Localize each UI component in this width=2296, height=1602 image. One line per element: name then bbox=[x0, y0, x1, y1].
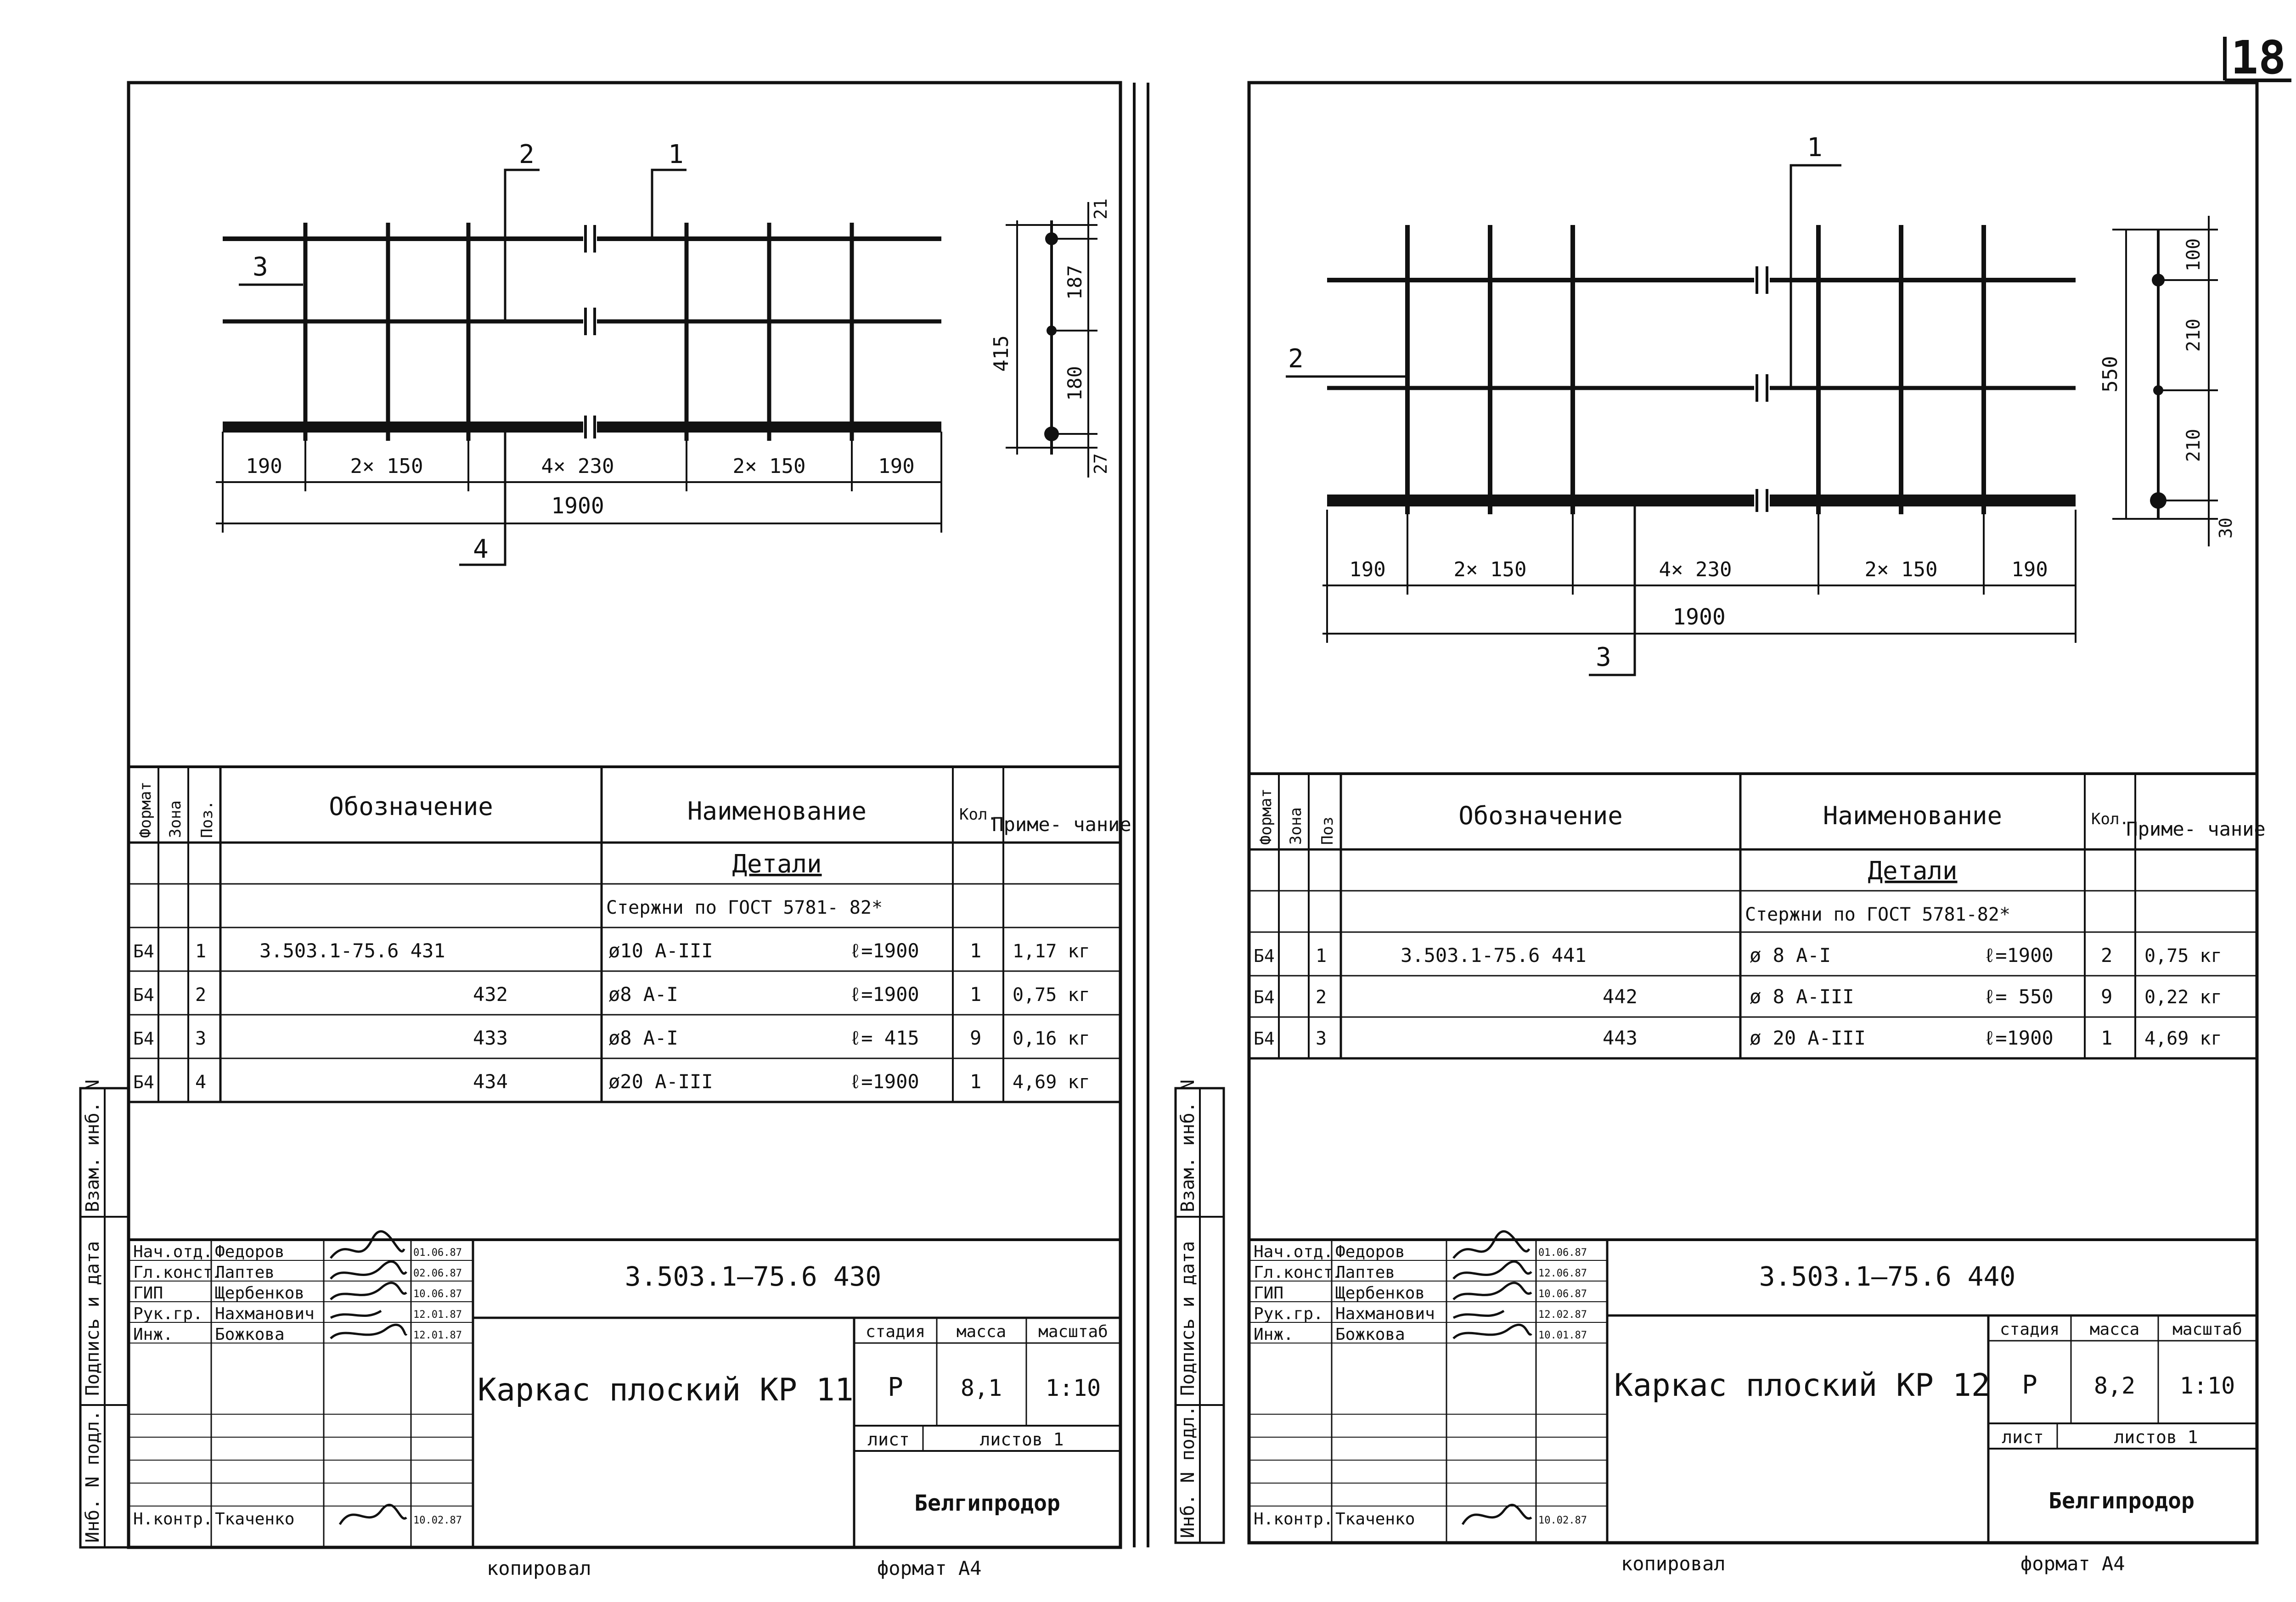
drawing-label: 100 bbox=[2183, 238, 2204, 272]
drawing-label: Инж. bbox=[1254, 1325, 1294, 1344]
drawing-label: формат А4 bbox=[2020, 1552, 2125, 1575]
drawing-label: 1:10 bbox=[2179, 1372, 2235, 1399]
drawing-label: 433 bbox=[473, 1027, 508, 1049]
drawing-label: масса bbox=[2089, 1320, 2140, 1339]
drawing-label: Федоров bbox=[1335, 1242, 1405, 1261]
drawing-label: Рук.гр. bbox=[133, 1304, 203, 1323]
drawing-label: Нахманович bbox=[215, 1304, 315, 1323]
format-label: формат А4 bbox=[877, 1557, 982, 1580]
drawing-label: Формат bbox=[1257, 788, 1275, 845]
drawing-label: Б4 bbox=[1254, 987, 1275, 1007]
drawing-label: Подпись и дата bbox=[1177, 1241, 1199, 1396]
drawing-label: стадия bbox=[865, 1322, 926, 1341]
drawing-label: 432 bbox=[473, 983, 508, 1006]
drawing-label: 3.503.1-75.6 441 bbox=[1401, 944, 1587, 967]
drawing-label: 442 bbox=[1603, 985, 1638, 1008]
col-qty: Кол. bbox=[959, 805, 997, 824]
drawing-label: Б4 bbox=[1254, 946, 1275, 966]
drawing-label: 12.01.87 bbox=[413, 1330, 462, 1341]
scale-value: 1:10 bbox=[1045, 1375, 1101, 1401]
drawing-label: 4,69 кг bbox=[1013, 1072, 1090, 1093]
drawing-label: Ткаченко bbox=[215, 1510, 295, 1529]
drawing-label: ℓ=1900 bbox=[850, 939, 919, 962]
dim-190-right: 190 bbox=[878, 455, 915, 478]
drawing-label: Щербенков bbox=[215, 1284, 305, 1303]
drawing-label: Божкова bbox=[215, 1325, 285, 1344]
drawing-label: ø 8 A-III bbox=[1750, 985, 1854, 1008]
drawing-label: Гл.конст. bbox=[1254, 1263, 1344, 1282]
drawing-label: Б4 bbox=[133, 941, 154, 961]
drawing-label: Божкова bbox=[1335, 1325, 1405, 1344]
col-zone: Зона bbox=[166, 800, 185, 838]
drawing-label: 2× 150 bbox=[1453, 558, 1527, 581]
stage-value: Р bbox=[888, 1372, 903, 1402]
drawing-label: Р bbox=[2022, 1370, 2037, 1400]
drawing-label: масштаб bbox=[1038, 1322, 1108, 1341]
drawing-label: Щербенков bbox=[1335, 1284, 1425, 1303]
drawing-label: 9 bbox=[970, 1027, 982, 1049]
org-name: Белгипродор bbox=[914, 1490, 1060, 1516]
drawing-label: 2 bbox=[1288, 344, 1304, 374]
drawing-label: 01.06.87 bbox=[413, 1247, 462, 1259]
drawing-label: 30 bbox=[2216, 517, 2236, 539]
drawing-label: 2 bbox=[195, 984, 207, 1006]
drawing-label: ø20 A-III bbox=[608, 1070, 713, 1093]
dim-4x230: 4× 230 bbox=[541, 455, 614, 478]
callout-pos2: 2 bbox=[519, 140, 535, 169]
drawing-label: Нач.отд. bbox=[1254, 1242, 1334, 1261]
drawing-label: 1 bbox=[970, 983, 982, 1006]
drawing-label: 10.06.87 bbox=[413, 1288, 462, 1300]
drawing-label: 3.503.1—75.6 440 bbox=[1759, 1261, 2016, 1292]
drawing-label: ø10 A-III bbox=[608, 939, 713, 962]
drawing-label: 0,16 кг bbox=[1013, 1028, 1090, 1049]
drawing-label: 02.06.87 bbox=[413, 1268, 462, 1279]
drawing-label: Лаптев bbox=[215, 1263, 275, 1282]
drawing-label: 434 bbox=[473, 1070, 508, 1093]
dim-2x150-right: 2× 150 bbox=[732, 455, 806, 478]
drawing-label: 1900 bbox=[1672, 604, 1726, 630]
drawing-label: Инб. N подл. bbox=[1177, 1405, 1199, 1538]
drawing-label: Б4 bbox=[133, 1029, 154, 1049]
drawing-label: 4,69 кг bbox=[2144, 1028, 2222, 1049]
drawing-label: 550 bbox=[2099, 356, 2122, 393]
callout-pos3: 3 bbox=[253, 252, 268, 282]
drawing-label: листов 1 bbox=[2114, 1427, 2198, 1447]
callout-pos1: 1 bbox=[668, 140, 684, 169]
drawing-label: Нач.отд. bbox=[133, 1242, 213, 1261]
section-dim-2: 187 bbox=[1064, 265, 1086, 300]
drawing-label: Взам. инб. N bbox=[1177, 1079, 1199, 1212]
mass-value: 8,1 bbox=[960, 1375, 1002, 1401]
drawing-label: Б4 bbox=[133, 985, 154, 1005]
drawing-label: 3 bbox=[1316, 1028, 1327, 1049]
callout-pos4: 4 bbox=[473, 534, 489, 564]
drawing-label: Зона bbox=[1287, 807, 1305, 845]
drawing-label: 1 bbox=[2101, 1027, 2113, 1049]
section-dim-1: 21 bbox=[1091, 198, 1111, 219]
drawing-label: Наименование bbox=[1823, 801, 2003, 830]
drawing-label: ℓ= 415 bbox=[850, 1027, 919, 1049]
drawing-label: 10.02.87 bbox=[413, 1515, 462, 1526]
drawing-label: Н.контр. bbox=[133, 1510, 213, 1529]
drawing-label: ø8 A-I bbox=[608, 1027, 678, 1049]
drawing-label: 2× 150 bbox=[1864, 558, 1938, 581]
drawing-label: Детали bbox=[1868, 856, 1958, 885]
drawing-label: 01.06.87 bbox=[1538, 1247, 1587, 1259]
stamp-inv-podl: Инб. N подл. bbox=[82, 1410, 103, 1543]
col-note: Приме- чание bbox=[992, 813, 1131, 836]
page-number: 18 bbox=[2230, 31, 2286, 84]
drawing-label: 2 bbox=[2101, 944, 2113, 967]
drawing-label: листов 1 bbox=[979, 1429, 1064, 1450]
drawing-label: Б4 bbox=[133, 1072, 154, 1092]
drawing-label: ℓ=1900 bbox=[1984, 944, 2054, 967]
drawing-label: 10.06.87 bbox=[1538, 1288, 1587, 1300]
drawing-label: ø8 A-I bbox=[608, 983, 678, 1006]
drawing-label: копировал bbox=[1621, 1552, 1726, 1575]
drawing-label: 1 bbox=[970, 939, 982, 962]
drawing-label: Кол. bbox=[2091, 810, 2129, 828]
drawing-label: 1 bbox=[195, 941, 207, 962]
drawing-label: 12.02.87 bbox=[1538, 1309, 1587, 1321]
drawing-label: 2 bbox=[1316, 987, 1327, 1008]
drawing-label: 4 bbox=[195, 1072, 207, 1093]
drawing-label: ℓ=1900 bbox=[850, 983, 919, 1006]
drawing-label: Н.контр. bbox=[1254, 1510, 1334, 1529]
page-number-box bbox=[2225, 31, 2291, 84]
drawing-label: 3 bbox=[1596, 642, 1611, 672]
drawing-label: Инж. bbox=[133, 1325, 173, 1344]
drawing-label: 190 bbox=[2011, 558, 2048, 581]
drawing-label: 4× 230 bbox=[1659, 558, 1732, 581]
col-pos: Поз. bbox=[198, 800, 216, 838]
dim-total: 1900 bbox=[551, 493, 604, 519]
drawing-label: ℓ=1900 bbox=[1984, 1027, 2054, 1049]
copied-label: копировал bbox=[487, 1557, 591, 1580]
doc-code: 3.503.1—75.6 430 bbox=[625, 1261, 882, 1292]
drawing-label: 1 bbox=[1807, 133, 1823, 163]
drawing-label: масса bbox=[956, 1322, 1007, 1341]
drawing-label: 1 bbox=[970, 1070, 982, 1093]
drawing-label: 1,17 кг bbox=[1013, 941, 1090, 962]
drawing-label: 0,75 кг bbox=[2144, 945, 2222, 967]
drawing-label: ℓ= 550 bbox=[1984, 985, 2054, 1008]
drawing-label: ГИП bbox=[1254, 1284, 1284, 1303]
drawing-label: 210 bbox=[2183, 318, 2204, 352]
drawing-label: 12.01.87 bbox=[413, 1309, 462, 1321]
section-details: Детали bbox=[732, 849, 822, 878]
drawing-label: 8,2 bbox=[2093, 1372, 2136, 1399]
drawing-label: стадия bbox=[1999, 1320, 2060, 1339]
drawing-label: Каркас плоский КР 12 bbox=[1614, 1367, 1990, 1404]
dim-2x150-left: 2× 150 bbox=[350, 455, 423, 478]
drawing-label: 10.02.87 bbox=[1538, 1515, 1587, 1526]
drawing-label: лист bbox=[867, 1429, 910, 1450]
drawing-label: 12.06.87 bbox=[1538, 1268, 1587, 1279]
subsection-rods: Стержни по ГОСТ 5781- 82* bbox=[606, 897, 883, 918]
drawing-label: масштаб bbox=[2172, 1320, 2242, 1339]
drawing-label: 3 bbox=[195, 1028, 207, 1049]
drawing-label: 10.01.87 bbox=[1538, 1330, 1587, 1341]
drawing-label: 9 bbox=[2101, 985, 2113, 1008]
drawing-label: 0,75 кг bbox=[1013, 984, 1090, 1006]
drawing-label: 0,22 кг bbox=[2144, 987, 2222, 1008]
drawing-label: Б4 bbox=[1254, 1029, 1275, 1049]
drawing-label: 1 bbox=[1316, 945, 1327, 967]
drawing-label: Приме- чание bbox=[2126, 818, 2266, 840]
drawing-label: Рук.гр. bbox=[1254, 1304, 1323, 1323]
drawing-label: 443 bbox=[1603, 1027, 1638, 1049]
col-name: Наименование bbox=[687, 797, 867, 826]
drawing-label: Гл.конст. bbox=[133, 1263, 223, 1282]
drawing-label: Федоров bbox=[215, 1242, 285, 1261]
drawing-label: Стержни по ГОСТ 5781-82* bbox=[1745, 904, 2010, 925]
drawing-label: ø 20 A-III bbox=[1750, 1027, 1866, 1049]
drawing-label: Ткаченко bbox=[1335, 1510, 1415, 1529]
col-format: Формат bbox=[136, 781, 155, 838]
section-total: 415 bbox=[990, 335, 1013, 372]
drawing-label: Обозначение bbox=[1458, 801, 1623, 830]
drawing-label: 210 bbox=[2183, 428, 2204, 462]
drawing-label: Поз bbox=[1318, 816, 1337, 845]
drawing-label: ℓ=1900 bbox=[850, 1070, 919, 1093]
drawing-label: 190 bbox=[1349, 558, 1386, 581]
drawing-label: 3.503.1-75.6 431 bbox=[259, 939, 445, 962]
drawing-label: Белгипродор bbox=[2048, 1488, 2195, 1514]
drawing-label: ГИП bbox=[133, 1284, 163, 1303]
drawing-label: ø 8 A-I bbox=[1750, 944, 1831, 967]
stamp-vzam-inv: Взам. инб. N bbox=[82, 1079, 103, 1212]
section-dim-3: 180 bbox=[1064, 366, 1086, 401]
drawing-label: лист bbox=[2002, 1427, 2044, 1447]
section-dim-4: 27 bbox=[1091, 453, 1111, 474]
drawing-label: Лаптев bbox=[1335, 1263, 1396, 1282]
dim-190-left: 190 bbox=[246, 455, 282, 478]
stamp-podpis-data: Подпись и дата bbox=[82, 1241, 103, 1396]
doc-title: Каркас плоский КР 11 bbox=[478, 1372, 854, 1408]
drawing-label: Нахманович bbox=[1335, 1304, 1435, 1323]
col-designation: Обозначение bbox=[329, 792, 493, 821]
